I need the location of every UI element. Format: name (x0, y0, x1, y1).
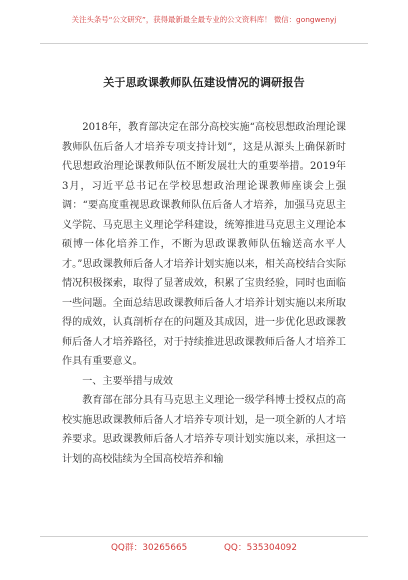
footer-qq-number: QQ：535304092 (223, 543, 298, 553)
document-body (62, 118, 346, 469)
footer-qq-group: QQ群：30265665 (110, 543, 188, 553)
header-divider (40, 43, 368, 44)
body-paragraph-measures: 教育部在部分具有马克思主义理论一级学科博士授权点的高校实施思政课教师后备人才培养专项计划，是一项全新的人才培养要求。思政课教师后备人才培养专项计划实施以来，承担这一计划的高校陆续为全国高校培养和输 (62, 395, 346, 465)
body-paragraph-intro: 2018年，教育部决定在部分高校实施“高校思想政治理论课教师队伍后备人才培养专项支持计划”，这是从源头上确保新时代思想政治理论课教师队伍不断发展壮大的重要举措。2019年3月，习近平总书记在学校思想政治理论课教师座谈会上强调：“要高度重视思政课教师队伍后备人才培养，加强马克思主义学院、马克思主义理论学科建设，统筹推进马克思主义理论本硕博一体化培养工作，不断为思政课教师队伍输送高水平人才。”思政课教师后备人才培养计划实施以来，相关高校结合实际情况积极探索，取得了显著成效，积累了宝贵经验，同时也面临一些问题。全面总结思政课教师后备人才培养计划实施以来所取得的成效，认真剖析存在的问题及其成因，进一步优化思政课教师后备人才培养路径，对于持续推进思政课教师后备人才培养工作具有重要意义。 (62, 122, 346, 367)
footer-divider (40, 536, 368, 537)
section-heading: 一、主要举措与成效 (82, 375, 174, 387)
document-title: 关于思政课教师队伍建设情况的调研报告 (103, 76, 305, 89)
header-promo-text: 关注头条号“公文研究”，获得最新最全最专业的公文资料库！ 微信：gongwenyj (71, 15, 337, 24)
footer-contacts (0, 540, 408, 553)
